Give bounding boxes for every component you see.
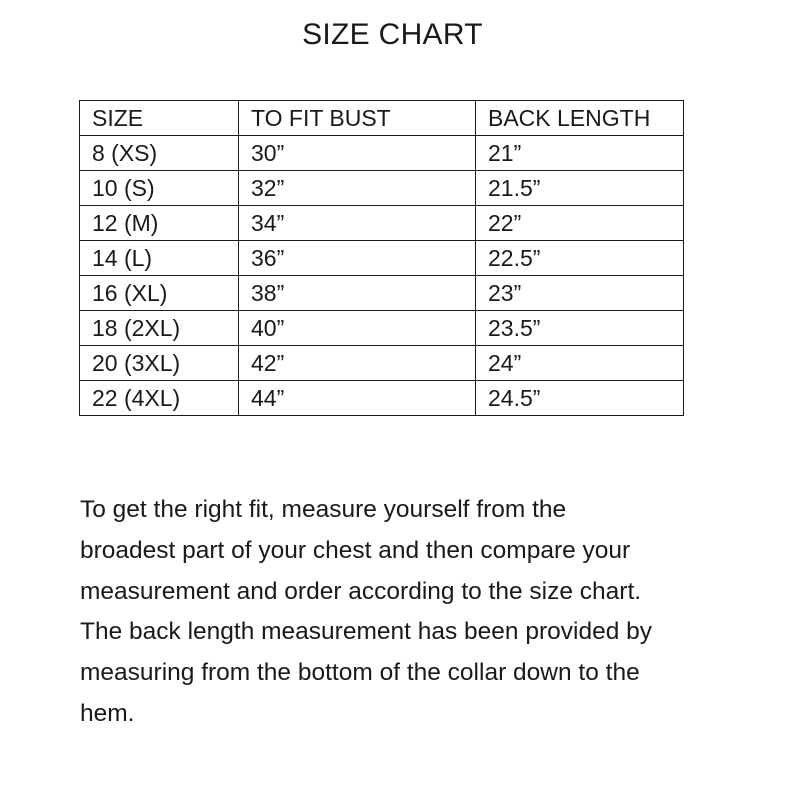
bust-cell: 36” (239, 241, 476, 276)
size-cell: 16 (XL) (80, 276, 239, 311)
table-row (80, 311, 684, 346)
size-cell: 22 (4XL) (80, 381, 239, 416)
back-length-cell: 21.5” (476, 171, 684, 206)
instruction-line: The back length measurement has been provided by (80, 618, 653, 646)
table-row (80, 171, 684, 206)
table-row (80, 276, 684, 311)
header-size: SIZE (80, 101, 239, 136)
table-row (80, 346, 684, 381)
back-length-cell: 21” (476, 136, 684, 171)
bust-cell: 40” (239, 311, 476, 346)
size-chart-table (79, 100, 684, 416)
size-cell: 20 (3XL) (80, 346, 239, 381)
header-to-fit-bust: TO FIT BUST (239, 101, 476, 136)
bust-cell: 42” (239, 346, 476, 381)
instruction-line: measurement and order according to the size chart. (80, 577, 642, 605)
bust-cell: 32” (239, 171, 476, 206)
fit-instructions (80, 490, 740, 735)
back-length-cell: 24” (476, 346, 684, 381)
instruction-line: hem. (80, 699, 135, 727)
header-back-length: BACK LENGTH (476, 101, 684, 136)
back-length-cell: 23.5” (476, 311, 684, 346)
size-cell: 18 (2XL) (80, 311, 239, 346)
size-cell: 14 (L) (80, 241, 239, 276)
back-length-cell: 23” (476, 276, 684, 311)
page-title: SIZE CHART (302, 18, 483, 51)
table-row (80, 241, 684, 276)
table-row (80, 136, 684, 171)
table-row (80, 381, 684, 416)
bust-cell: 44” (239, 381, 476, 416)
bust-cell: 30” (239, 136, 476, 171)
back-length-cell: 22.5” (476, 241, 684, 276)
size-cell: 12 (M) (80, 206, 239, 241)
table-row (80, 206, 684, 241)
instruction-line: To get the right fit, measure yourself from the (80, 496, 567, 523)
instruction-line: measuring from the bottom of the collar down to the (80, 659, 640, 687)
instruction-line: broadest part of your chest and then compare your (80, 536, 631, 564)
bust-cell: 38” (239, 276, 476, 311)
bust-cell: 34” (239, 206, 476, 241)
table-header-row (80, 101, 684, 136)
back-length-cell: 24.5” (476, 381, 684, 416)
size-cell: 8 (XS) (80, 136, 239, 171)
back-length-cell: 22” (476, 206, 684, 241)
size-cell: 10 (S) (80, 171, 239, 206)
